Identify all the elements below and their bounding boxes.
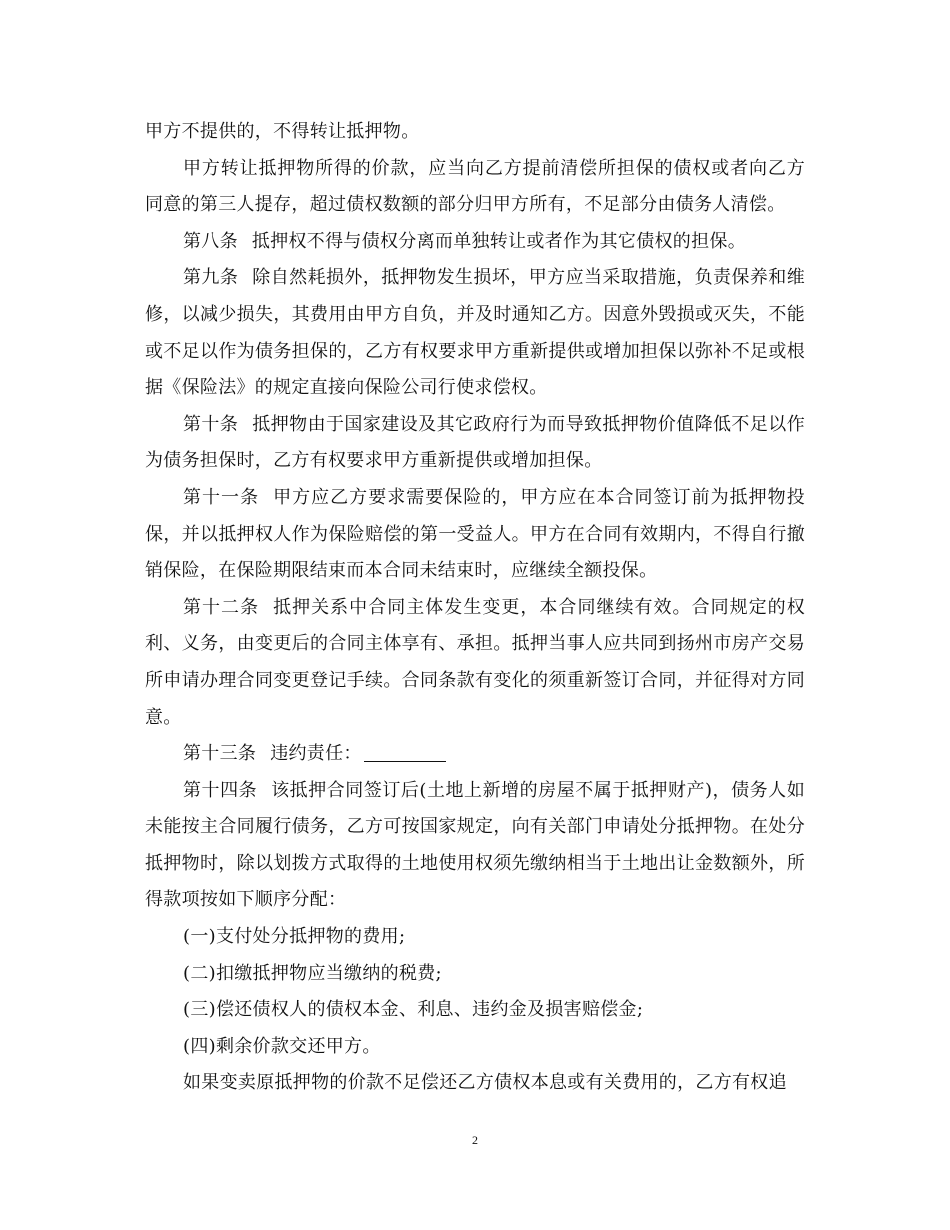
article-text: 该抵押合同签订后(土地上新增的房屋不属于抵押财产)，债务人如未能按主合同履行债务，乙方可按国家规定，向有关部门申请处分抵押物。在处分抵押物时，除以划拨方式取得的土地使用权须先缴纳相当于土地出让金数额外，所得款项按如下顺序分配： bbox=[145, 779, 805, 911]
paragraph-2 bbox=[145, 151, 805, 224]
list-item-4 bbox=[145, 1029, 805, 1066]
list-item-1 bbox=[145, 919, 805, 956]
paragraph-text: 如果变卖原抵押物的价款不足偿还乙方债权本息或有关费用的，乙方有权追 bbox=[183, 1072, 787, 1094]
article-9 bbox=[145, 260, 805, 406]
article-14 bbox=[145, 773, 805, 919]
paragraph-1 bbox=[145, 114, 805, 151]
article-text: 抵押关系中合同主体发生变更，本合同继续有效。合同规定的权利、义务，由变更后的合同主体享有、承担。抵押当事人应共同到扬州市房产交易所申请办理合同变更登记手续。合同条款有变化的须重新签订合同，并征得对方同意。 bbox=[145, 596, 805, 728]
fill-in-blank bbox=[364, 743, 446, 762]
article-number: 第十条 bbox=[183, 413, 239, 435]
paragraph-last bbox=[145, 1065, 805, 1102]
article-text: 抵押权不得与债权分离而单独转让或者作为其它债权的担保。 bbox=[251, 230, 747, 252]
article-8 bbox=[145, 224, 805, 261]
list-item-2 bbox=[145, 956, 805, 993]
article-number: 第十三条 bbox=[183, 743, 257, 765]
paragraph-text: 甲方不提供的，不得转让抵押物。 bbox=[145, 121, 420, 142]
article-12 bbox=[145, 590, 805, 736]
article-number: 第九条 bbox=[183, 267, 239, 289]
article-text: 甲方应乙方要求需要保险的，甲方应在本合同签订前为抵押物投保，并以抵押权人作为保险赔偿的第一受益人。甲方在合同有效期内，不得自行撤销保险，在保险期限结束而本合同未结束时，应继续全额投保。 bbox=[145, 486, 805, 582]
document-body bbox=[145, 114, 805, 1102]
article-number: 第十二条 bbox=[183, 596, 260, 618]
article-10 bbox=[145, 407, 805, 480]
list-item-text: (一)支付处分抵押物的费用; bbox=[183, 926, 406, 948]
article-number: 第十一条 bbox=[183, 486, 260, 508]
list-item-text: (四)剩余价款交还甲方。 bbox=[183, 1035, 381, 1057]
article-text: 抵押物由于国家建设及其它政府行为而导致抵押物价值降低不足以作为债务担保时，乙方有权要求甲方重新提供或增加担保。 bbox=[145, 413, 806, 472]
article-text: 违约责任： bbox=[270, 743, 362, 765]
article-text: 除自然耗损外，抵押物发生损坏，甲方应当采取措施，负责保养和维修，以减少损失，其费用由甲方自负，并及时通知乙方。因意外毁损或灭失，不能或不足以作为债务担保的，乙方有权要求甲方重新提供或增加担保以弥补不足或根据《保险法》的规定直接向保险公司行使求偿权。 bbox=[145, 267, 806, 399]
list-item-text: (三)偿还债权人的债权本金、利息、违约金及损害赔偿金; bbox=[183, 999, 644, 1021]
page-number: 2 bbox=[472, 1133, 478, 1147]
article-13 bbox=[145, 736, 805, 773]
article-11 bbox=[145, 480, 805, 590]
list-item-text: (二)扣缴抵押物应当缴纳的税费; bbox=[183, 962, 442, 984]
article-number: 第八条 bbox=[183, 230, 238, 252]
article-number: 第十四条 bbox=[183, 779, 258, 801]
list-item-3 bbox=[145, 992, 805, 1029]
paragraph-text: 甲方转让抵押物所得的价款，应当向乙方提前清偿所担保的债权或者向乙方同意的第三人提存，超过债权数额的部分归甲方所有，不足部分由债务人清偿。 bbox=[145, 157, 805, 216]
